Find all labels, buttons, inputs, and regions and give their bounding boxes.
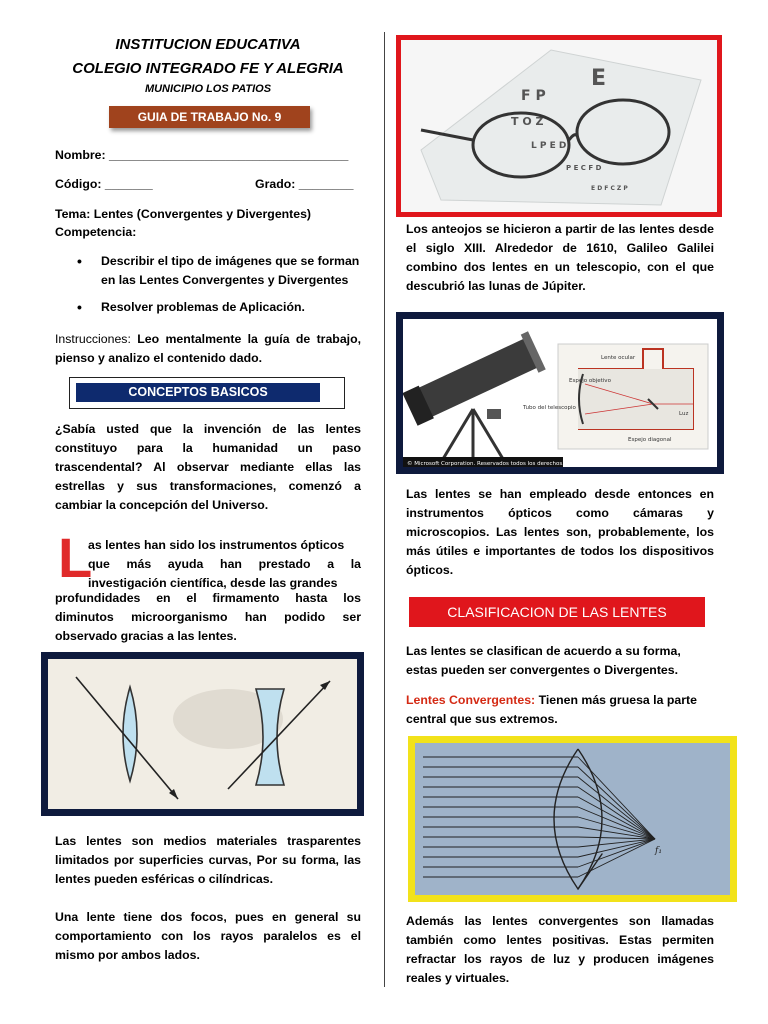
convergent-label: Lentes Convergentes: [406,693,536,707]
concepts-frame [69,377,345,409]
convergent-paragraph [406,691,714,729]
telescope-illustration [403,319,717,467]
list-item: • Describir el tipo de imágenes que se forman en las Lentes Convergentes y Divergentes [55,252,361,290]
classification-title: CLASIFICACION DE LAS LENTES [409,597,705,627]
lentes-line-1: as lentes han sido los instrumentos ópticos [88,538,345,552]
positivas-paragraph: Además las lentes convergentes son llamadas también como lentes positivas. Estas permiten refractar los rayos de luz y producen imágenes reales y virtuales. [406,914,714,985]
svg-text:T O Z: T O Z [511,115,544,128]
anteojos-paragraph: Los anteojos se hicieron a partir de las lentes desde el siglo XIII. Alrededor de 1610, Galileo Galilei combino dos lentes en un telescopio, con el que descubrió las lunas de Júpiter. [406,222,714,293]
telescope-image [396,312,724,474]
glasses-image [396,35,722,217]
glasses-illustration [401,40,717,212]
instructions-label: Instrucciones: [55,332,131,346]
label-objetivo: Espejo objetivo [569,378,611,384]
column-divider [384,32,385,987]
label-diagonal: Espejo diagonal [628,437,672,443]
college-name: COLEGIO INTEGRADO FE Y ALEGRIA [72,60,344,77]
grade-field[interactable]: Grado: ________ [255,177,354,191]
medios-paragraph: Las lentes son medios materiales trasparentes limitados por superficies curvas, Por su forma, las lentes pueden esféricas o cilíndricas. [55,834,361,886]
convergent-lens-diagram [415,743,730,895]
svg-text:E: E [591,66,607,91]
label-ocular: Lente ocular [601,355,636,361]
svg-text:E D F C Z P: E D F C Z P [591,185,628,192]
school-name: INSTITUCION EDUCATIVA [115,36,301,53]
drop-cap: L [58,526,93,589]
svg-text:P E C F D: P E C F D [566,164,602,172]
competence-list [55,252,361,325]
svg-text:L P E D: L P E D [531,141,567,151]
topic: Tema: Lentes (Convergentes y Divergentes) [55,207,312,221]
list-item: • Resolver problemas de Aplicación. [55,298,361,317]
guide-badge: GUIA DE TRABAJO No. 9 [109,106,310,128]
lens-image [41,652,364,816]
name-field[interactable]: Nombre: ___________________________________ [55,148,349,162]
lentes-paragraph-rest: profundidades en el firmamento hasta los diminutos microorganismo han podido ser observado gracias a las lentes. [55,591,361,643]
lentes-line-2: que más ayuda han prestado a la [88,557,361,571]
focus-label: f₁ [655,846,662,856]
label-tubo: Tubo del telescopio [523,405,576,411]
code-field[interactable]: Código: _______ [55,177,153,191]
instructions-text: Leo mentalmente la guía de trabajo, pienso y analizo el contenido dado. [55,332,361,365]
copyright-text: © Microsoft Corporation. Reservados todos los derechos. [407,461,564,467]
sabia-paragraph: ¿Sabía usted que la invención de las lentes constituyo para la humanidad un paso trascendental? Al observar mediante ellas las estrellas y sus transformaciones, comenzó a cambiar la concepción del Universo. [55,422,361,512]
lens-diagram [48,659,357,809]
competence-label: Competencia: [55,225,137,239]
convergent-text: Tienen más gruesa la parte central que sus extremos. [406,693,697,726]
instructions [55,330,361,368]
lentes-line-3: investigación científica, desde las grandes [88,576,338,590]
svg-text:F P: F P [521,88,546,104]
concepts-title: CONCEPTOS BASICOS [76,383,320,402]
convergent-lens-image [408,736,737,902]
focos-paragraph: Una lente tiene dos focos, pues en general su comportamiento con los rayos paralelos es el mismo por ambos lados. [55,910,361,962]
label-luz: Luz [679,411,689,417]
empleado-paragraph: Las lentes se han empleado desde entonces en instrumentos ópticos como cámaras y microscopios. Las lentes son, probablemente, los más útiles e importantes de todos los dispositivos ópticos. [406,487,714,577]
municipality: MUNICIPIO LOS PATIOS [144,83,272,95]
clasifican-paragraph: Las lentes se clasifican de acuerdo a su forma, estas pueden ser convergentes o Divergentes. [406,644,681,677]
